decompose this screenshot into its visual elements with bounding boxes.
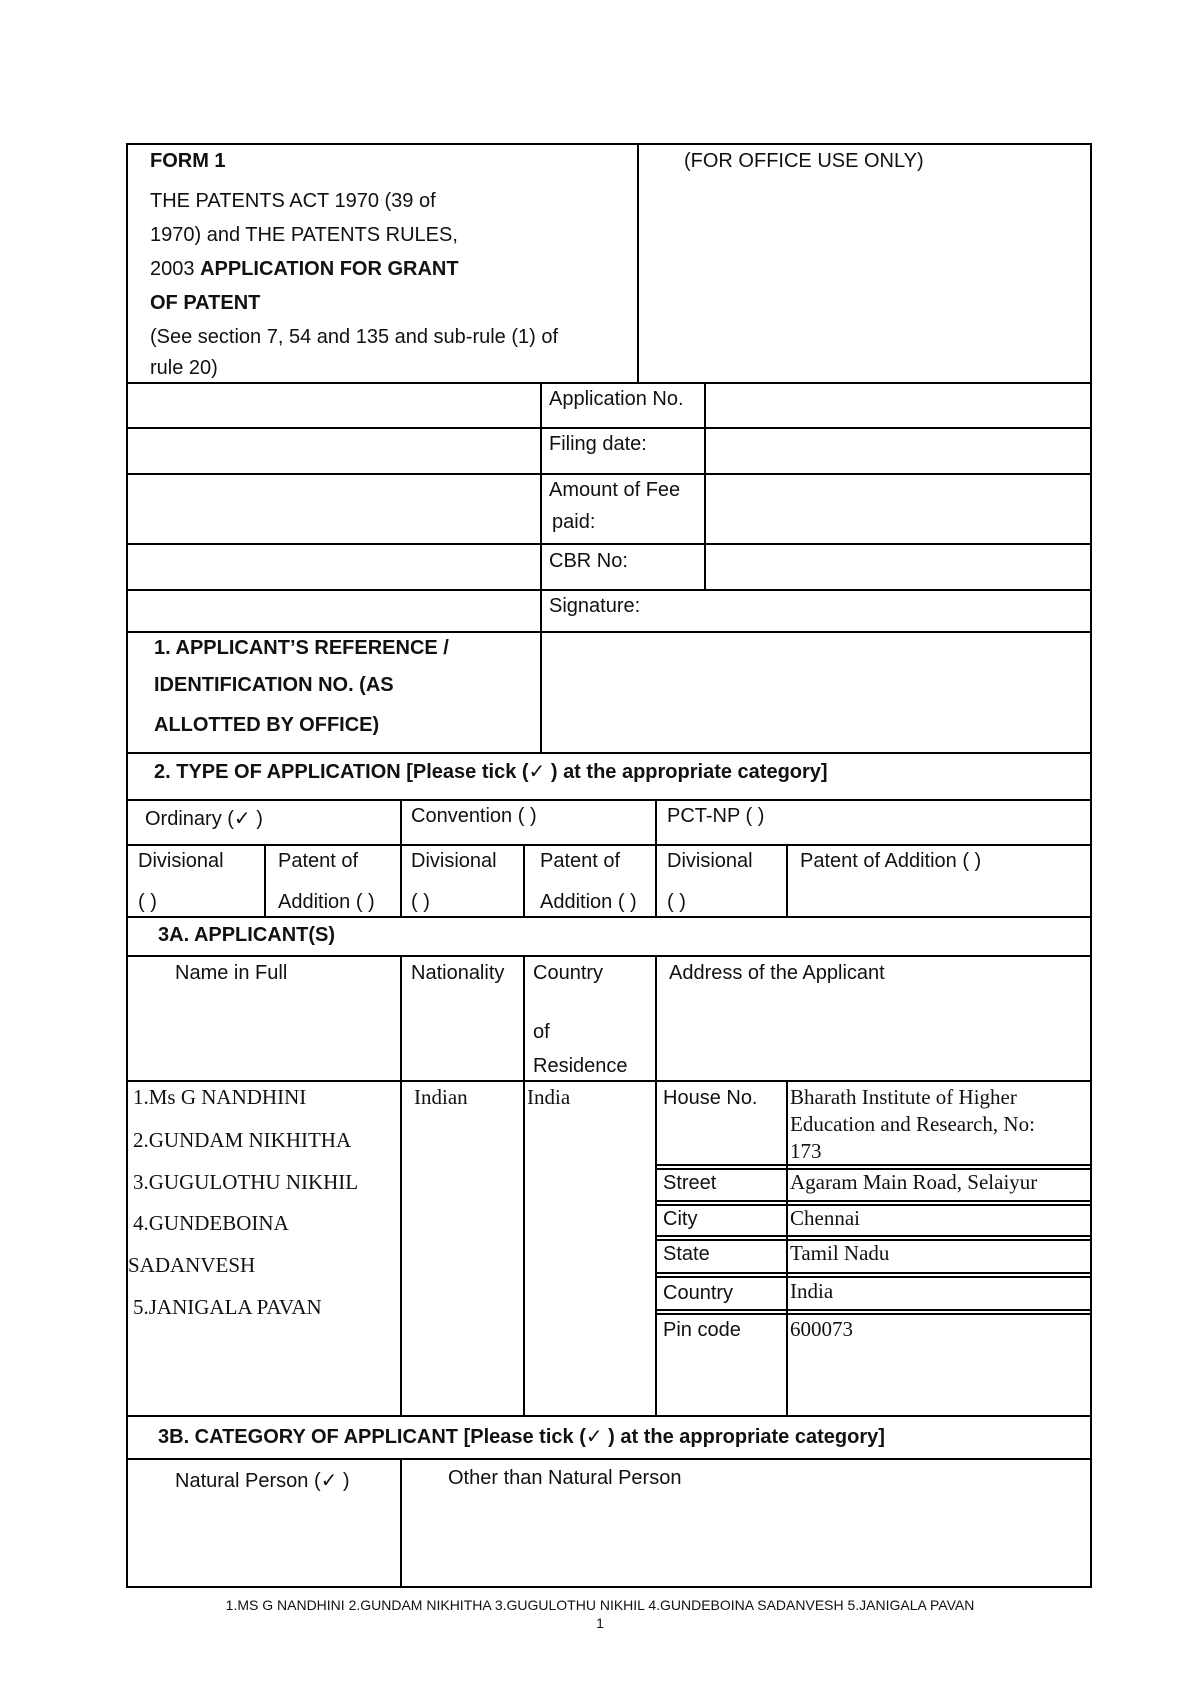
- col-divider: [400, 955, 402, 1416]
- address-row-divider: [657, 1272, 1092, 1274]
- applicant-name: 3.GUGULOTHU NIKHIL: [133, 1170, 359, 1194]
- act-line-4: OF PATENT: [150, 292, 261, 314]
- row-divider: [126, 955, 1092, 957]
- nationality-value: Indian: [414, 1085, 468, 1109]
- col-country-line-1: Country: [533, 962, 604, 984]
- col-nationality: Nationality: [411, 962, 505, 984]
- ordinary-option: Ordinary (✓ ): [145, 808, 263, 830]
- row-divider: [126, 543, 1092, 545]
- form-number: FORM 1: [150, 150, 226, 172]
- col-divider: [264, 844, 266, 917]
- act-line-2: 1970) and THE PATENTS RULES,: [150, 224, 458, 246]
- row-divider: [126, 799, 1092, 801]
- col-country-line-3: Residence: [533, 1055, 628, 1077]
- applicant-name: 2.GUNDAM NIKHITHA: [133, 1128, 352, 1152]
- col-divider: [786, 1080, 788, 1416]
- col-divider: [540, 382, 542, 753]
- row-divider: [126, 382, 1092, 384]
- address-row-divider: [657, 1309, 1092, 1311]
- act-line-1: THE PATENTS ACT 1970 (39 of: [150, 190, 436, 212]
- convention-patent-of-label: Patent of: [540, 850, 621, 872]
- country-label: Country: [663, 1282, 734, 1304]
- see-section-line-1: (See section 7, 54 and 135 and sub-rule (1) of: [150, 326, 559, 348]
- address-row-divider: [657, 1276, 1092, 1278]
- amount-fee-label-2: paid:: [552, 511, 596, 533]
- ordinary-divisional-tick: ( ): [138, 891, 157, 913]
- col-divider: [655, 955, 657, 1416]
- row-divider: [126, 1415, 1092, 1417]
- applicant-name: 4.GUNDEBOINA: [133, 1211, 289, 1235]
- house-no-label: House No.: [663, 1087, 758, 1109]
- address-row-divider: [657, 1235, 1092, 1237]
- page-number: 1: [596, 1615, 604, 1631]
- address-row-divider: [657, 1204, 1092, 1206]
- row-divider: [126, 631, 1092, 633]
- col-divider: [704, 382, 706, 590]
- see-section-line-2: rule 20): [150, 357, 218, 379]
- ordinary-addition-tick: Addition ( ): [278, 891, 375, 913]
- col-address: Address of the Applicant: [669, 962, 885, 984]
- signature-label: Signature:: [549, 595, 641, 617]
- convention-option: Convention ( ): [411, 805, 537, 827]
- amount-fee-label-1: Amount of Fee: [549, 479, 681, 501]
- applicant-reference-line-3: ALLOTTED BY OFFICE): [154, 714, 380, 736]
- address-row-divider: [657, 1164, 1092, 1166]
- row-divider: [126, 844, 1092, 846]
- other-than-natural-person-option: Other than Natural Person: [448, 1467, 682, 1489]
- applicant-reference-line-2: IDENTIFICATION NO. (AS: [154, 674, 394, 696]
- col-country-line-2: of: [533, 1021, 550, 1043]
- ordinary-patent-of-label: Patent of: [278, 850, 359, 872]
- row-divider: [126, 589, 1092, 591]
- address-row-divider: [657, 1313, 1092, 1315]
- convention-addition-tick: Addition ( ): [540, 891, 637, 913]
- act-line-3: [150, 256, 459, 282]
- pct-np-option: PCT-NP ( ): [667, 805, 765, 827]
- office-use-label: (FOR OFFICE USE ONLY): [684, 150, 924, 172]
- house-no-value-2: Education and Research, No:: [790, 1112, 1035, 1136]
- col-divider: [637, 143, 639, 383]
- house-no-value-3: 173: [790, 1139, 822, 1163]
- col-name-in-full: Name in Full: [175, 962, 288, 984]
- row-divider: [126, 752, 1092, 754]
- row-divider: [126, 1080, 1092, 1082]
- col-divider: [655, 799, 657, 917]
- state-label: State: [663, 1243, 710, 1265]
- convention-divisional-tick: ( ): [411, 891, 430, 913]
- country-value: India: [790, 1279, 834, 1303]
- footer-names: 1.MS G NANDHINI 2.GUNDAM NIKHITHA 3.GUGULOTHU NIKHIL 4.GUNDEBOINA SADANVESH 5.JANIGALA PAVAN: [225, 1597, 975, 1613]
- row-divider: [126, 473, 1092, 475]
- address-row-divider: [657, 1200, 1092, 1202]
- applicants-title: 3A. APPLICANT(S): [158, 924, 336, 946]
- natural-person-option: Natural Person (✓ ): [175, 1470, 350, 1492]
- act-line-3-bold: APPLICATION FOR GRANT: [200, 258, 459, 280]
- pin-code-value: 600073: [790, 1317, 853, 1341]
- application-no-label: Application No.: [549, 388, 684, 410]
- filing-date-label: Filing date:: [549, 433, 647, 455]
- row-divider: [126, 427, 1092, 429]
- house-no-value-1: Bharath Institute of Higher: [790, 1085, 1017, 1109]
- applicant-name: SADANVESH: [128, 1253, 256, 1277]
- type-of-application-title: 2. TYPE OF APPLICATION [Please tick (✓ ) at the appropriate category]: [154, 761, 828, 783]
- applicant-reference-line-1: 1. APPLICANT’S REFERENCE /: [154, 637, 449, 659]
- street-value: Agaram Main Road, Selaiyur: [790, 1170, 1038, 1194]
- col-divider: [786, 844, 788, 917]
- ordinary-divisional-label: Divisional: [138, 850, 224, 872]
- col-divider: [523, 955, 525, 1416]
- col-divider: [400, 1458, 402, 1588]
- applicant-name: 5.JANIGALA PAVAN: [133, 1295, 322, 1319]
- col-divider: [523, 844, 525, 917]
- category-of-applicant-title: 3B. CATEGORY OF APPLICANT [Please tick (✓ ) at the appropriate category]: [158, 1426, 885, 1448]
- row-divider: [126, 1458, 1092, 1460]
- cbr-no-label: CBR No:: [549, 550, 628, 572]
- act-line-3-prefix: 2003: [150, 258, 201, 280]
- convention-divisional-label: Divisional: [411, 850, 497, 872]
- city-value: Chennai: [790, 1206, 860, 1230]
- state-value: Tamil Nadu: [790, 1241, 890, 1265]
- pct-patent-of-addition-label: Patent of Addition ( ): [800, 850, 982, 872]
- pct-divisional-tick: ( ): [667, 891, 686, 913]
- city-label: City: [663, 1208, 698, 1230]
- pct-divisional-label: Divisional: [667, 850, 753, 872]
- street-label: Street: [663, 1172, 717, 1194]
- applicant-name: 1.Ms G NANDHINI: [133, 1085, 307, 1109]
- pin-code-label: Pin code: [663, 1319, 741, 1341]
- row-divider: [126, 916, 1092, 918]
- col-divider: [400, 799, 402, 917]
- country-of-residence-value: India: [527, 1085, 571, 1109]
